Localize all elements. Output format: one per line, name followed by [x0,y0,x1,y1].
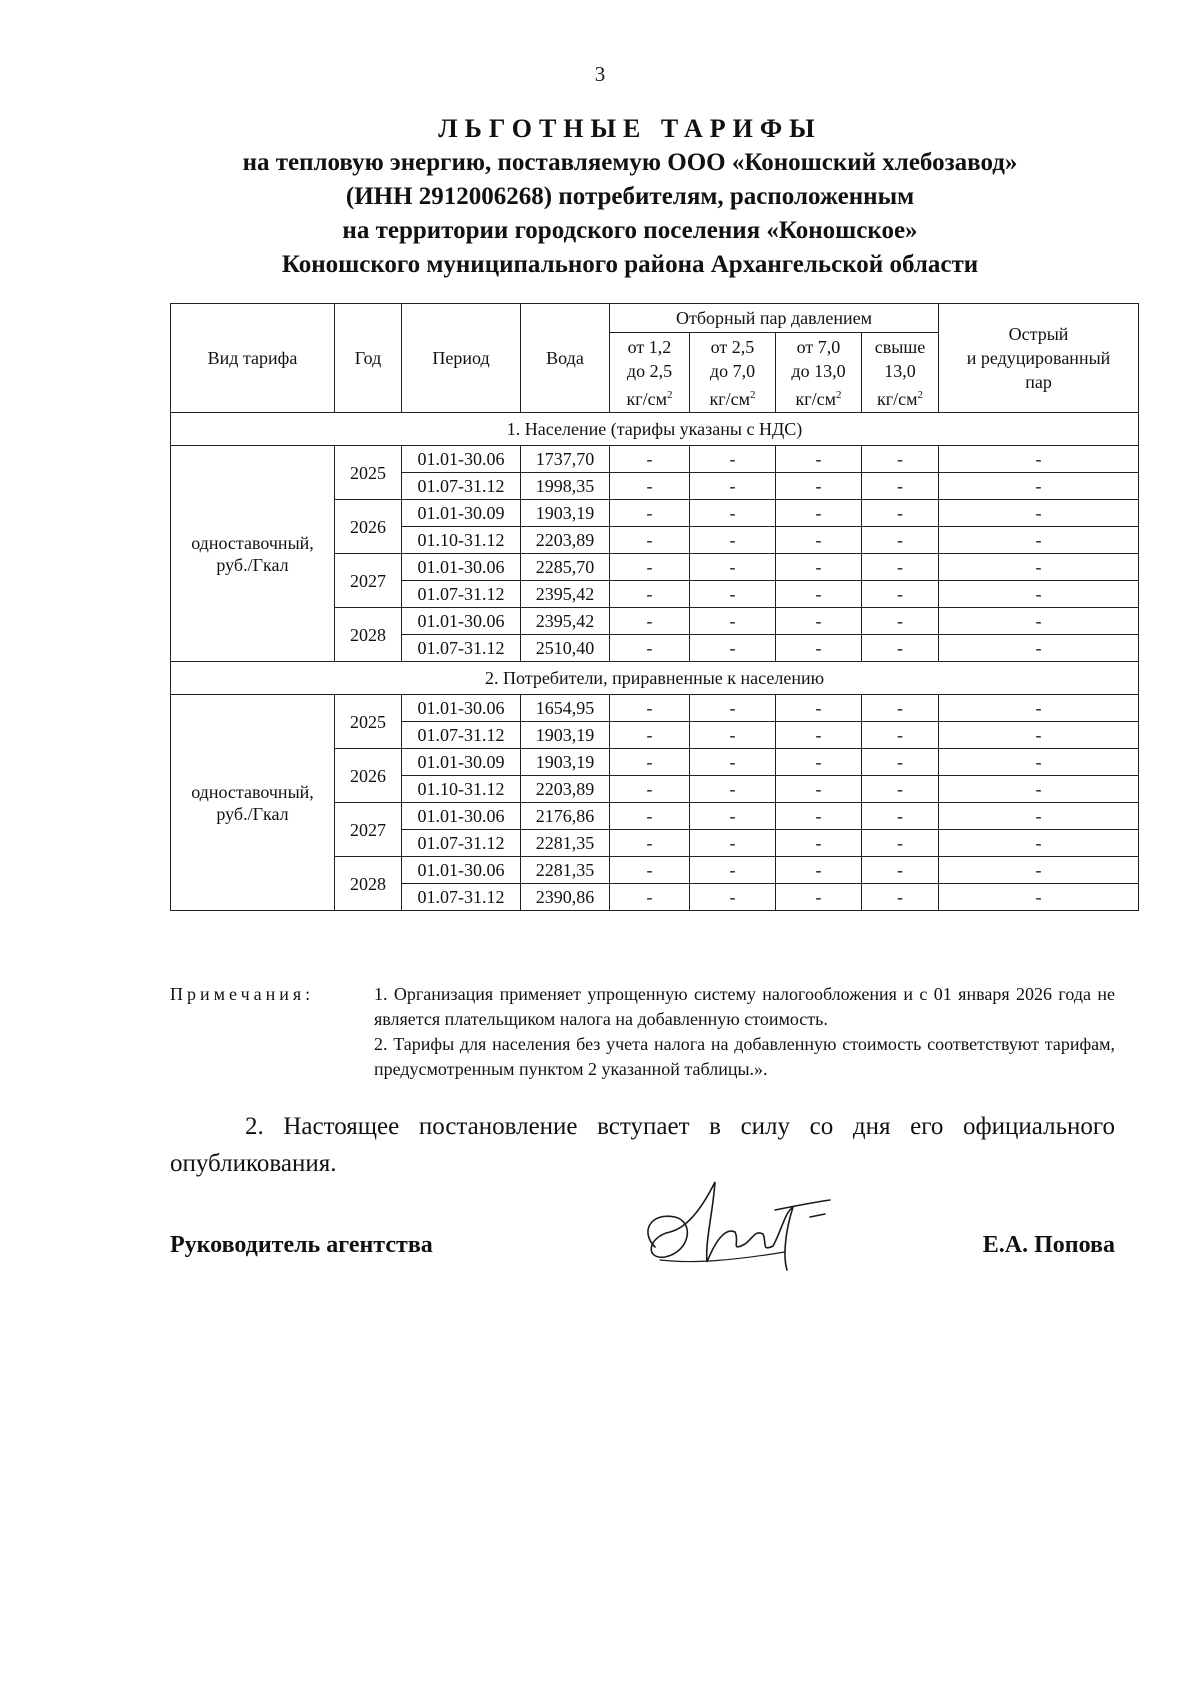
tariff-type-line1: одноставочный, [191,532,314,553]
steam-value-cell: - [939,635,1139,662]
signatory-position: Руководитель агентства [170,1232,433,1258]
period-cell: 01.01-30.06 [402,608,521,635]
period-cell: 01.07-31.12 [402,581,521,608]
header-steam-col-unit [693,383,772,411]
steam-value-cell: - [776,446,862,473]
steam-value-cell: - [776,695,862,722]
header-steam-col [690,333,776,413]
section-title-row [171,662,1139,695]
header-steam-col-line2: до 2,5 [626,360,673,381]
header-steam-col-line2: до 7,0 [709,360,756,381]
unit-text: кг/см [709,388,750,409]
steam-value-cell: - [862,500,939,527]
steam-value-cell: - [690,446,776,473]
steam-value-cell: - [610,581,690,608]
steam-value-cell: - [939,884,1139,911]
unit-text: кг/см [626,388,667,409]
steam-value-cell: - [776,635,862,662]
notes-items [374,982,1115,1082]
unit-exponent: 2 [836,388,842,401]
period-cell: 01.01-30.09 [402,749,521,776]
water-cell: 2281,35 [521,857,610,884]
steam-value-cell: - [939,446,1139,473]
title-heading: ЛЬГОТНЫЕ ТАРИФЫ [438,114,822,143]
steam-value-cell: - [862,722,939,749]
water-cell: 2203,89 [521,776,610,803]
period-cell: 01.07-31.12 [402,830,521,857]
note-item-1: 1. Организация применяет упрощенную систему налогообложения и с 01 января 2026 года не является плательщиком налога на добавленную стоимость. [374,984,1115,1029]
header-steam-col-line1: свыше [874,336,926,357]
header-sharp-steam-line3: пар [1025,372,1052,392]
steam-value-cell: - [939,581,1139,608]
steam-value-cell: - [690,749,776,776]
period-cell: 01.01-30.06 [402,695,521,722]
steam-value-cell: - [610,884,690,911]
header-steam-col-unit [613,383,686,411]
steam-value-cell: - [690,635,776,662]
steam-value-cell: - [690,776,776,803]
steam-value-cell: - [690,608,776,635]
steam-value-cell: - [610,857,690,884]
steam-value-cell: - [610,500,690,527]
signature-row [170,1232,1115,1312]
period-cell: 01.10-31.12 [402,776,521,803]
header-year: Год [335,304,402,413]
steam-value-cell: - [690,500,776,527]
title-line-3: на территории городского поселения «Коношское» [342,217,918,244]
header-tariff-type: Вид тарифа [171,304,335,413]
steam-value-cell: - [862,830,939,857]
header-sharp-steam [939,304,1139,413]
period-cell: 01.07-31.12 [402,473,521,500]
steam-value-cell: - [939,500,1139,527]
steam-value-cell: - [776,776,862,803]
steam-value-cell: - [610,446,690,473]
steam-value-cell: - [939,803,1139,830]
header-steam-col-unit [865,383,935,411]
steam-value-cell: - [862,857,939,884]
header-sharp-steam-line2: и редуцированный [966,348,1111,368]
steam-value-cell: - [610,776,690,803]
year-cell: 2026 [335,749,402,803]
tariff-type-cell [171,446,335,662]
steam-value-cell: - [862,581,939,608]
steam-value-cell: - [610,635,690,662]
water-cell: 2281,35 [521,830,610,857]
page-number: 3 [594,62,606,86]
header-steam-col [862,333,939,413]
steam-value-cell: - [862,527,939,554]
steam-value-cell: - [690,884,776,911]
header-steam-col-line1: от 2,5 [710,336,755,357]
header-water: Вода [521,304,610,413]
period-cell: 01.07-31.12 [402,884,521,911]
year-cell: 2025 [335,695,402,749]
title-line-4: Коношского муниципального района Архангельской области [281,251,979,278]
unit-text: кг/см [877,388,918,409]
steam-value-cell: - [862,635,939,662]
steam-value-cell: - [862,554,939,581]
water-cell: 1903,19 [521,500,610,527]
steam-value-cell: - [776,500,862,527]
year-cell: 2027 [335,554,402,608]
steam-value-cell: - [690,473,776,500]
year-cell: 2026 [335,500,402,554]
year-cell: 2028 [335,857,402,911]
period-cell: 01.01-30.06 [402,803,521,830]
steam-value-cell: - [610,554,690,581]
table-row [171,446,1139,473]
steam-value-cell: - [939,857,1139,884]
steam-value-cell: - [939,608,1139,635]
steam-value-cell: - [776,608,862,635]
steam-value-cell: - [690,581,776,608]
steam-value-cell: - [776,722,862,749]
water-cell: 2510,40 [521,635,610,662]
steam-value-cell: - [862,473,939,500]
steam-value-cell: - [862,695,939,722]
table-row [171,695,1139,722]
unit-exponent: 2 [750,388,756,401]
steam-value-cell: - [939,473,1139,500]
title-line-2: (ИНН 2912006268) потребителям, расположенным [345,183,915,210]
steam-value-cell: - [776,857,862,884]
header-period: Период [402,304,521,413]
header-steam-col-line2: 13,0 [884,360,916,381]
section-title-row [171,413,1139,446]
steam-value-cell: - [610,608,690,635]
tariff-type-line2: руб./Гкал [216,803,289,824]
header-steam-col [610,333,690,413]
unit-exponent: 2 [917,388,924,401]
section-title: 2. Потребители, приравненные к населению [171,662,1139,695]
water-cell: 1654,95 [521,695,610,722]
table-body [171,413,1139,911]
section-title: 1. Население (тарифы указаны с НДС) [171,413,1139,446]
steam-value-cell: - [610,803,690,830]
steam-value-cell: - [939,749,1139,776]
handwritten-signature [635,1172,845,1282]
water-cell: 2395,42 [521,581,610,608]
year-cell: 2028 [335,608,402,662]
steam-value-cell: - [610,527,690,554]
steam-value-cell: - [610,749,690,776]
steam-value-cell: - [862,608,939,635]
steam-value-cell: - [862,749,939,776]
tariff-table [170,303,1139,911]
steam-value-cell: - [776,554,862,581]
steam-value-cell: - [776,581,862,608]
period-cell: 01.01-30.06 [402,446,521,473]
steam-value-cell: - [690,554,776,581]
steam-value-cell: - [690,722,776,749]
water-cell: 1903,19 [521,749,610,776]
steam-value-cell: - [939,554,1139,581]
steam-value-cell: - [939,776,1139,803]
header-sharp-steam-line1: Острый [1008,324,1069,344]
steam-value-cell: - [862,884,939,911]
steam-value-cell: - [939,830,1139,857]
steam-value-cell: - [610,695,690,722]
steam-value-cell: - [776,830,862,857]
signatory-name: Е.А. Попова [982,1232,1115,1258]
header-steam-col-line1: от 1,2 [627,336,672,357]
notes-label: Примечания: [170,984,315,1004]
steam-value-cell: - [939,695,1139,722]
header-steam-col-line1: от 7,0 [796,336,841,357]
water-cell: 2285,70 [521,554,610,581]
steam-value-cell: - [776,803,862,830]
period-cell: 01.01-30.06 [402,554,521,581]
period-cell: 01.01-30.06 [402,857,521,884]
steam-value-cell: - [690,830,776,857]
period-cell: 01.10-31.12 [402,527,521,554]
steam-value-cell: - [690,527,776,554]
header-steam-col-line2: до 13,0 [791,360,846,381]
steam-value-cell: - [690,857,776,884]
tariff-type-line2: руб./Гкал [216,554,289,575]
steam-value-cell: - [939,722,1139,749]
unit-exponent: 2 [667,388,673,401]
water-cell: 2395,42 [521,608,610,635]
header-steam-col [776,333,862,413]
water-cell: 2203,89 [521,527,610,554]
steam-value-cell: - [939,527,1139,554]
steam-value-cell: - [690,695,776,722]
year-cell: 2027 [335,803,402,857]
document-title [150,112,1110,282]
water-cell: 2176,86 [521,803,610,830]
steam-value-cell: - [690,803,776,830]
note-item-2: 2. Тарифы для населения без учета налога на добавленную стоимость соответствуют тарифам, предусмотренным пунктом 2 указанной таблицы.». [374,1034,1115,1079]
effective-date-paragraph: 2. Настоящее постановление вступает в силу со дня его официального опубликования. [170,1113,1115,1177]
period-cell: 01.01-30.09 [402,500,521,527]
steam-value-cell: - [776,749,862,776]
water-cell: 2390,86 [521,884,610,911]
unit-text: кг/см [795,388,836,409]
steam-value-cell: - [862,776,939,803]
tariff-type-cell [171,695,335,911]
year-cell: 2025 [335,446,402,500]
header-steam-col-unit [779,383,858,411]
title-line-1: на тепловую энергию, поставляемую ООО «Коношский хлебозавод» [242,149,1018,176]
steam-value-cell: - [862,803,939,830]
period-cell: 01.07-31.12 [402,722,521,749]
steam-value-cell: - [610,722,690,749]
header-steam-group: Отборный пар давлением [610,304,939,333]
steam-value-cell: - [610,830,690,857]
water-cell: 1737,70 [521,446,610,473]
water-cell: 1998,35 [521,473,610,500]
steam-value-cell: - [776,473,862,500]
period-cell: 01.07-31.12 [402,635,521,662]
steam-value-cell: - [610,473,690,500]
water-cell: 1903,19 [521,722,610,749]
steam-value-cell: - [862,446,939,473]
steam-value-cell: - [776,884,862,911]
tariff-type-line1: одноставочный, [191,781,314,802]
steam-value-cell: - [776,527,862,554]
